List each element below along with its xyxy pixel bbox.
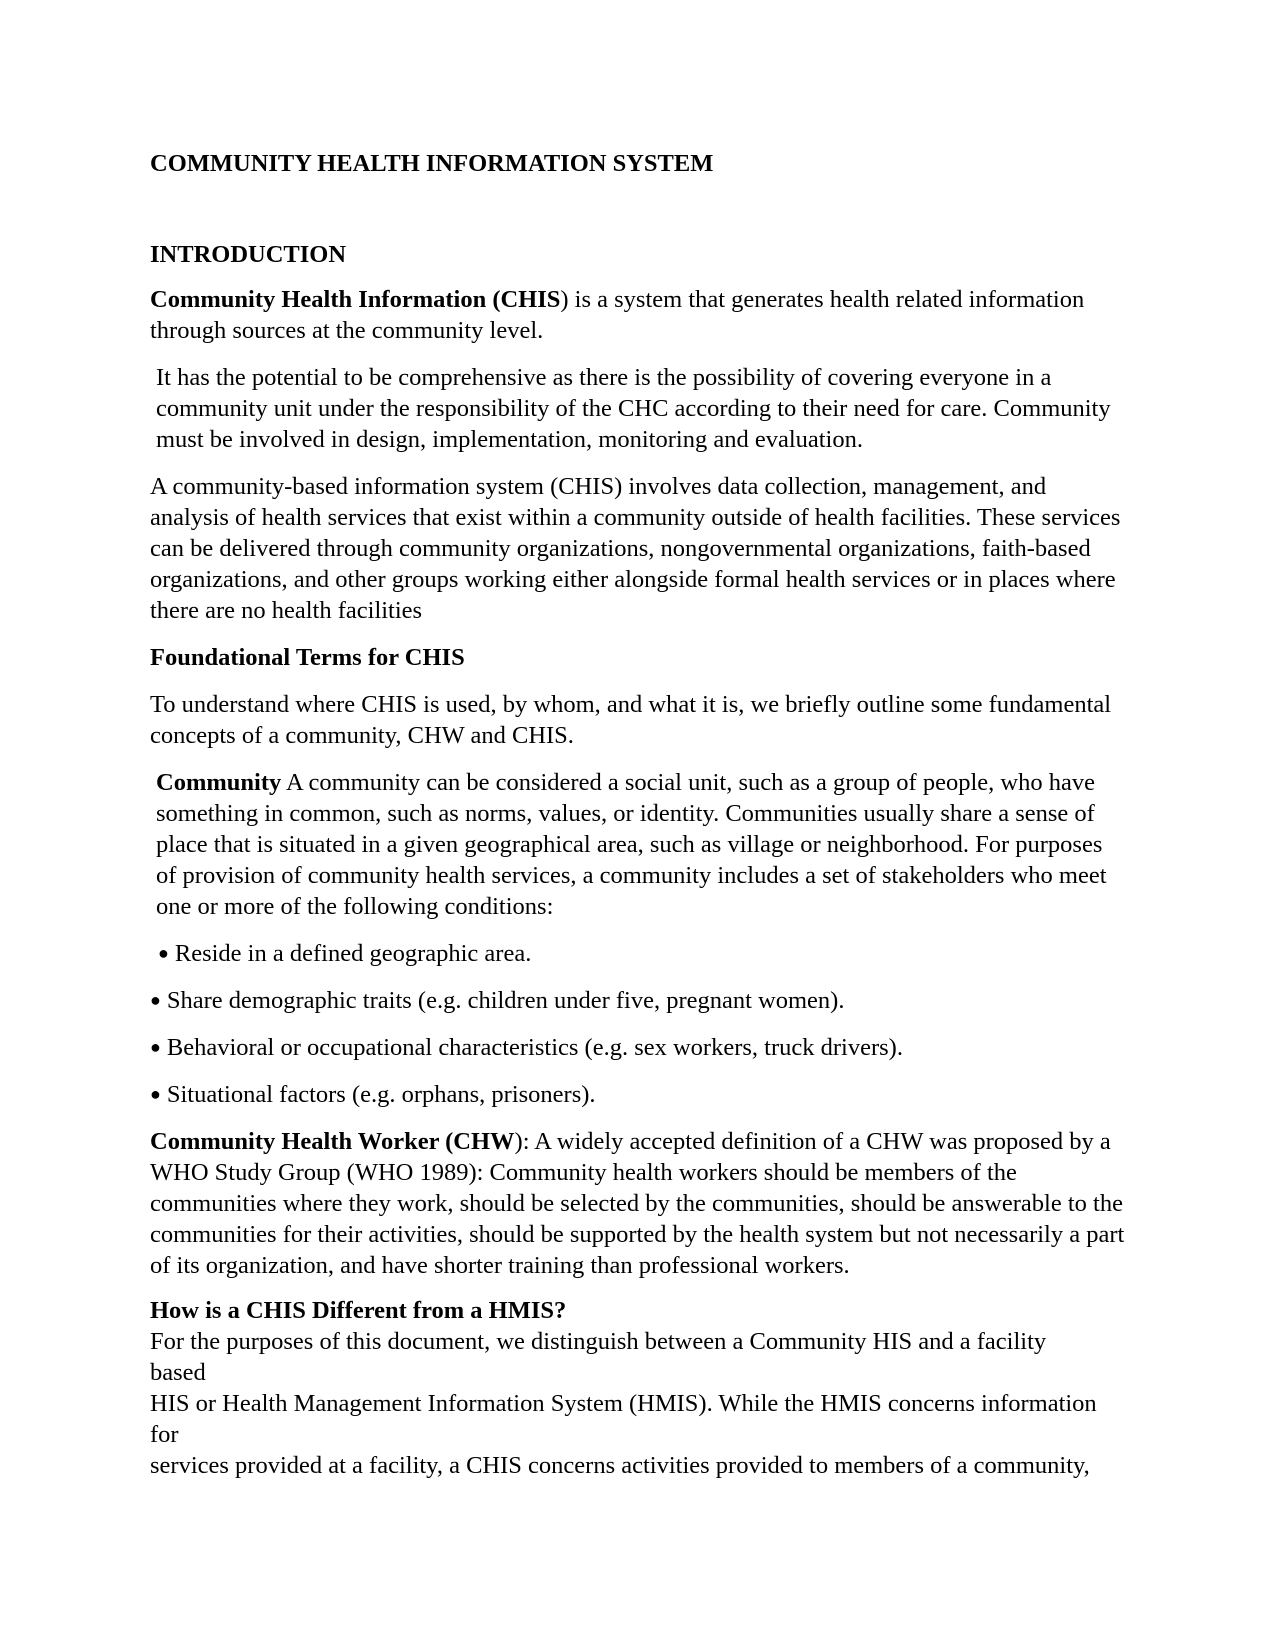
chis-definition-text: ) is a system that generates health related information through sources at the community level. <box>150 286 1085 344</box>
bullet-icon: ● <box>150 990 161 1010</box>
hmis-text-line: HIS or Health Management Information System (HMIS). While the HMIS concerns information <box>150 1390 1097 1417</box>
understanding-paragraph: To understand where CHIS is used, by whom, and what it is, we briefly outline some fundamental concepts of a community, CHW and CHIS. <box>150 691 1112 749</box>
foundational-terms-heading: Foundational Terms for CHIS <box>150 644 465 671</box>
hmis-text-line: For the purposes of this document, we distinguish between a Community HIS and a facility <box>150 1328 1047 1355</box>
community-paragraph <box>150 767 1125 922</box>
list-item <box>150 1032 1125 1063</box>
list-item <box>150 1079 1125 1110</box>
chis-vs-hmis-heading: How is a CHIS Different from a HMIS? <box>150 1297 567 1324</box>
community-term: Community <box>156 769 282 796</box>
bullet-icon: ● <box>150 1037 161 1057</box>
hmis-text-line: for <box>150 1421 179 1448</box>
hmis-text-line: based <box>150 1359 206 1386</box>
list-item <box>150 938 1125 969</box>
community-definition-text: A community can be considered a social unit, such as a group of people, who have something in common, such as norms, values, or identity. Communities usually share a sense of place that is situated in a given geographical area, such as village or neighborhood. For purposes of provision of community health services, a community includes a set of stakeholders who meet one or more of the following conditions: <box>156 769 1107 920</box>
list-item-text: Reside in a defined geographic area. <box>174 940 532 967</box>
chis-definition-paragraph <box>150 284 1125 346</box>
chw-paragraph <box>150 1126 1125 1281</box>
list-item-text: Situational factors (e.g. orphans, prisoners). <box>166 1081 596 1108</box>
comprehensive-paragraph: It has the potential to be comprehensive as there is the possibility of covering everyone in a community unit under the responsibility of the CHC according to their need for care. Community must be involved in design, implementation, monitoring and evaluation. <box>156 364 1111 453</box>
chw-term: Community Health Worker (CHW <box>150 1128 515 1155</box>
bullet-icon: ● <box>158 943 169 963</box>
document-title: COMMUNITY HEALTH INFORMATION SYSTEM <box>150 150 714 177</box>
document-body <box>150 148 1125 1481</box>
hmis-text-line: services provided at a facility, a CHIS concerns activities provided to members of a community, <box>150 1452 1090 1479</box>
bullet-icon: ● <box>150 1084 161 1104</box>
chw-definition-text: ): A widely accepted definition of a CHW was proposed by a WHO Study Group (WHO 1989): Community health workers should be members of the communities where they work, should be selected by the communities, should be answerable to the communities for their activities, should be supported by the health system but not necessarily a part of its organization, and have shorter training than professional workers. <box>150 1128 1125 1279</box>
chis-term: Community Health Information (CHIS <box>150 286 561 313</box>
list-item <box>150 985 1125 1016</box>
community-based-paragraph: A community-based information system (CHIS) involves data collection, management, and analysis of health services that exist within a community outside of health facilities. These services can be delivered through community organizations, nongovernmental organizations, faith-based organizations, and other groups working either alongside formal health services or in places where there are no health facilities <box>150 473 1121 624</box>
list-item-text: Share demographic traits (e.g. children under five, pregnant women). <box>166 987 845 1014</box>
list-item-text: Behavioral or occupational characteristics (e.g. sex workers, truck drivers). <box>166 1034 903 1061</box>
introduction-heading: INTRODUCTION <box>150 241 347 268</box>
